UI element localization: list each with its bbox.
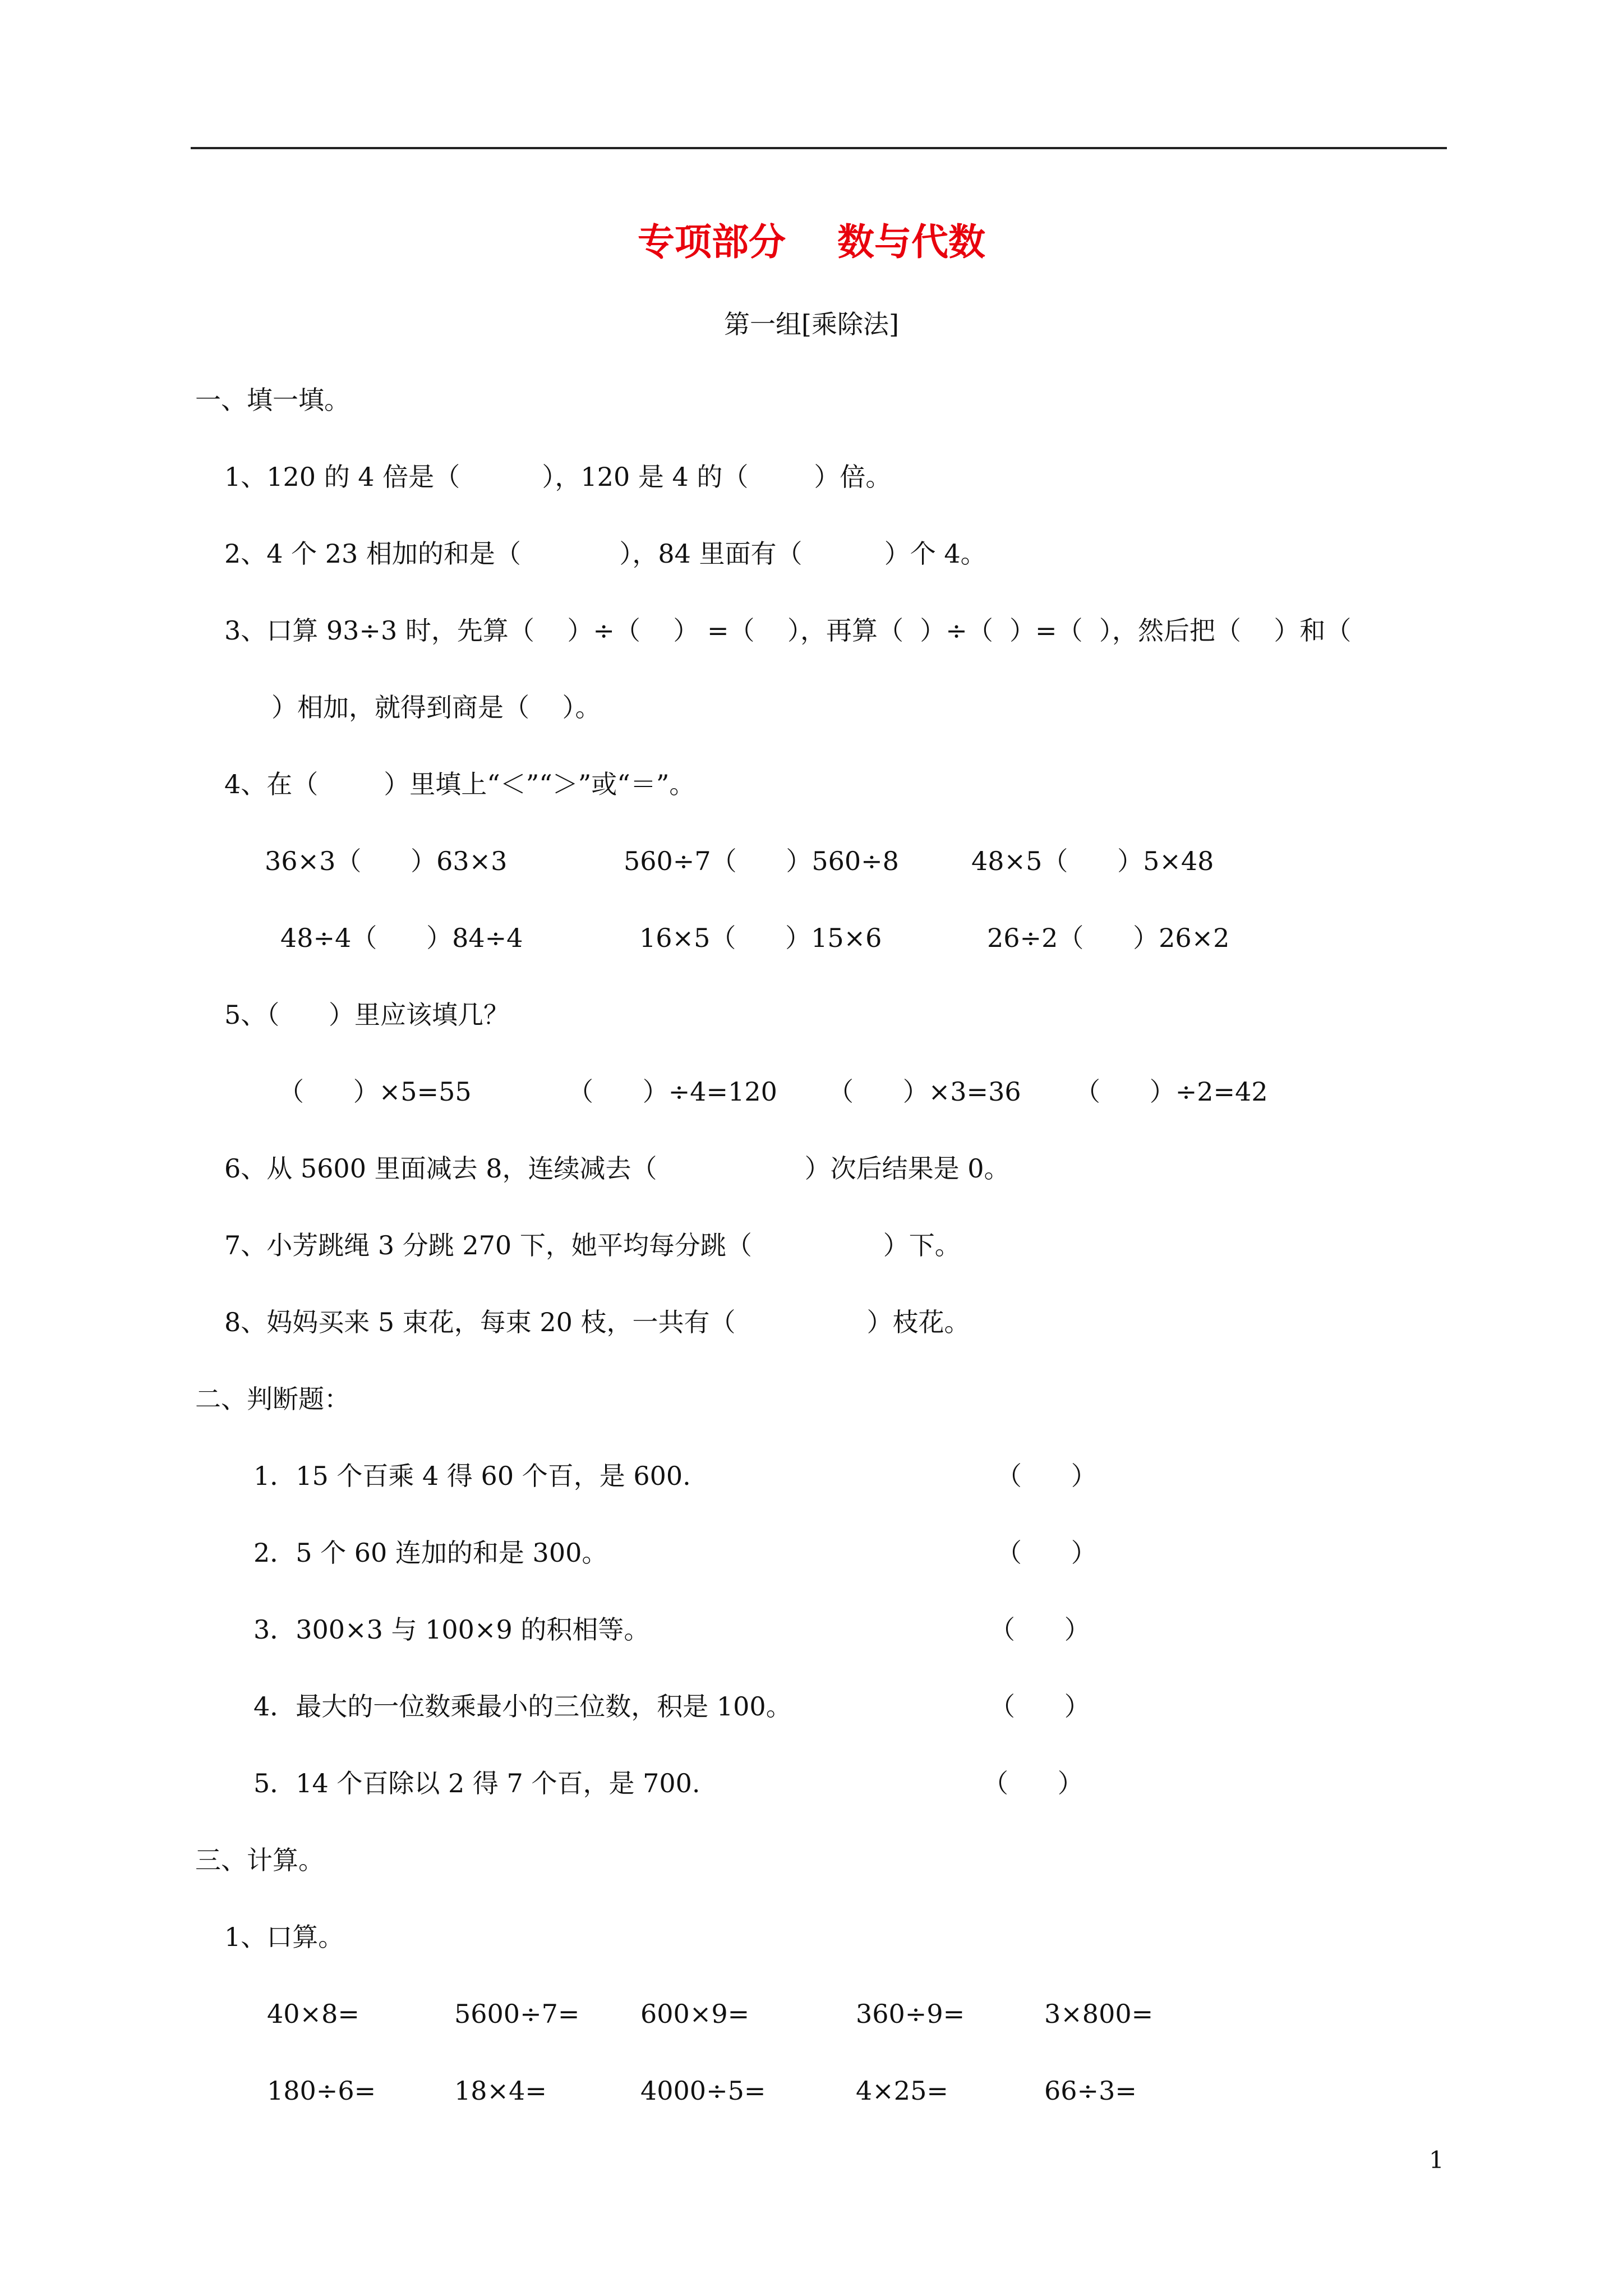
fill-blank-item: （ ）÷2=42 xyxy=(1075,1076,1268,1107)
question-7: 7、小芳跳绳 3 分跳 270 下，她平均每分跳（ ）下。 xyxy=(224,1230,961,1260)
mental-math-item: 66÷3= xyxy=(1044,2076,1137,2106)
compare-item: 36×3（ ）63×3 xyxy=(265,846,508,876)
mental-math-item: 40×8= xyxy=(267,1999,359,2029)
judgment-answer-box: （ ） xyxy=(996,1538,1097,1568)
question-8: 8、妈妈买来 5 束花，每束 20 枝，一共有（ ）枝花。 xyxy=(224,1307,970,1337)
question-3-line-1: 3、口算 93÷3 时，先算（ ）÷（ ） =（ ），再算（ ）÷（ ）=（ ），然后把（ ）和（ xyxy=(224,615,1352,646)
mental-math-item: 5600÷7= xyxy=(454,1999,580,2029)
sub-heading-mental-math: 1、口算。 xyxy=(224,1922,344,1952)
judgment-item: 2．5 个 60 连加的和是 300。 xyxy=(253,1538,608,1568)
fill-blank-item: （ ）×3=36 xyxy=(828,1076,1021,1107)
compare-item: 48÷4（ ）84÷4 xyxy=(280,923,523,953)
question-4: 4、在（ ）里填上“＜”“＞”或“＝”。 xyxy=(224,769,695,799)
question-5: 5、（ ）里应该填几？ xyxy=(224,1000,509,1030)
page-title: 专项部分 数与代数 xyxy=(638,220,985,264)
mental-math-item: 3×800= xyxy=(1044,1999,1154,2029)
compare-item: 560÷7（ ）560÷8 xyxy=(624,846,899,876)
header-rule xyxy=(191,147,1447,149)
question-3-line-2: ）相加，就得到商是（ ）。 xyxy=(271,692,601,723)
compare-item: 16×5（ ）15×6 xyxy=(639,923,882,953)
judgment-item: 5．14 个百除以 2 得 7 个百，是 700. xyxy=(253,1768,700,1798)
fill-blank-item: （ ）÷4=120 xyxy=(568,1076,777,1107)
section-heading-fill-in: 一、填一填。 xyxy=(195,385,350,415)
mental-math-item: 4000÷5= xyxy=(640,2076,766,2106)
judgment-answer-box: （ ） xyxy=(989,1691,1090,1722)
section-heading-calculation: 三、计算。 xyxy=(195,1845,324,1875)
question-2: 2、4 个 23 相加的和是（ ），84 里面有（ ）个 4。 xyxy=(224,539,986,569)
mental-math-item: 600×9= xyxy=(640,1999,750,2029)
page-number: 1 xyxy=(1429,2146,1444,2174)
mental-math-item: 360÷9= xyxy=(856,1999,965,2029)
question-6: 6、从 5600 里面减去 8，连续减去（ ）次后结果是 0。 xyxy=(224,1153,1010,1184)
mental-math-item: 18×4= xyxy=(454,2076,547,2106)
question-1: 1、120 的 4 倍是（ ），120 是 4 的（ ）倍。 xyxy=(224,462,892,492)
mental-math-item: 4×25= xyxy=(856,2076,948,2106)
judgment-item: 1．15 个百乘 4 得 60 个百，是 600. xyxy=(253,1461,691,1491)
judgment-answer-box: （ ） xyxy=(989,1614,1090,1645)
page-subtitle: 第一组[乘除法] xyxy=(724,309,899,339)
compare-item: 26÷2（ ）26×2 xyxy=(987,923,1230,953)
judgment-item: 4．最大的一位数乘最小的三位数，积是 100。 xyxy=(253,1691,792,1722)
compare-item: 48×5（ ）5×48 xyxy=(971,846,1214,876)
judgment-answer-box: （ ） xyxy=(996,1461,1097,1491)
judgment-item: 3．300×3 与 100×9 的积相等。 xyxy=(253,1614,650,1645)
judgment-answer-box: （ ） xyxy=(983,1768,1083,1798)
section-heading-judgment: 二、判断题： xyxy=(195,1384,350,1414)
fill-blank-item: （ ）×5=55 xyxy=(278,1076,472,1107)
mental-math-item: 180÷6= xyxy=(267,2076,376,2106)
